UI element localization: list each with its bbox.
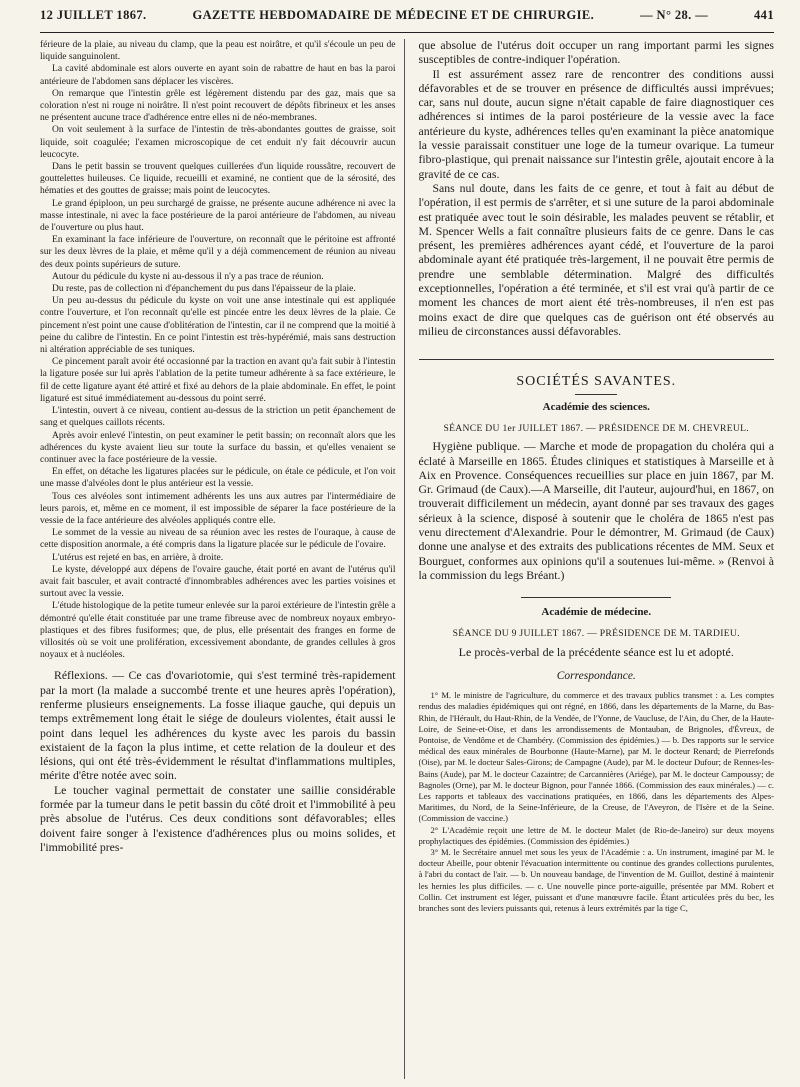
paragraph: La cavité abdominale est alors ouverte en ayant soin de rabattre de haut en bas la paroi antérieure de l'abdomen sans déplacer les viscères. bbox=[40, 63, 396, 87]
section-heading: SOCIÉTÉS SAVANTES. bbox=[516, 374, 677, 390]
paragraph: L'étude histologique de la petite tumeur enlevée sur la paroi extérieure de l'intestin grêle a démontré qu'elle était constituée par une trame fibreuse avec de nombreux noyaux embryo-plastiques et des fibres fusiformes; que, de plus, elle présentait des franges en forme de villosités où se voit une prolifération, excessivement abondante, de grandes cellules à gros noyaux et à nucléoles. bbox=[40, 600, 396, 661]
academy-divider bbox=[521, 597, 671, 598]
correspondence-item: 3° M. le Secrétaire annuel met sous les yeux de l'Académie : a. Un instrument, imaginé par M. le docteur Abeille, pour obtenir l'évacuation intermittente ou continue des grandes collections purulentes, à l'abri du contact de l'air. — b. Un nouveau bandage, de l'invention de M. Guillot, destiné à maintenir les hernies les plus difficiles. — c. Une nouvelle pince porte-aiguille, présentée par MM. Robert et Collin. Cet instrument est léger, puissant et d'une manœuvre facile. Étant articulées près du bec, les branches sont des leviers puissants qui, retenus à leurs extrémités par la tige C, bbox=[418, 847, 774, 914]
left-column bbox=[40, 39, 405, 1079]
session-line: SÉANCE DU 9 JUILLET 1867. — PRÉSIDENCE DE M. TARDIEU. bbox=[452, 628, 740, 640]
header-issue-number: — N° 28. — bbox=[640, 8, 709, 22]
paragraph: Ce pincement paraît avoir été occasionné par la traction en avant qu'a fait subir à l'intestin la ligature posée sur lui après l'ablation de la petite tumeur adhérente à sa face extérieure, le fil de cette ligature ayant été attiré et fixé au dehors de la plaie abdominale. En effet, le point ligaturé est situé immédiatement au-dessous du point serré. bbox=[40, 356, 396, 404]
session-line: SÉANCE DU 1er JUILLET 1867. — PRÉSIDENCE DE M. CHEVREUL. bbox=[443, 423, 749, 435]
section-divider bbox=[419, 359, 775, 360]
header-date: 12 JUILLET 1867. bbox=[40, 8, 147, 22]
paragraph: Sans nul doute, dans les faits de ce genre, et tout à fait au début de l'opération, il est permis de s'arrêter, et si une suture de la paroi abdominale est pratiquée avec tout le soin désirable, les malades peuvent se rétablir, et M. Spencer Wells a fait connaître plusieurs faits de ce genre. Dans le cas présent, les premières adhérences ayant cédé, et l'ouverture de la paroi abdominale ayant été pratiquée très-largement, il ne pouvait être permis de prendre une semblable détermination. Malgré des difficultés exceptionnelles, l'opération a été terminée, et s'il est vrai qu'à partir de ce moment les chances de mort aient été très-nombreuses, il n'en est pas moins exact de dire que quelques cas de guérison ont été observés au milieu de circonstances aussi défavorables. bbox=[418, 181, 774, 338]
correspondance-heading: Correspondance. bbox=[556, 670, 636, 683]
heading-rule bbox=[575, 394, 617, 395]
correspondence-item: 2° L'Académie reçoit une lettre de M. le docteur Malet (de Rio-de-Janeiro) sur deux moyens prophylactiques des épidémies. (Commission des épidémies.) bbox=[418, 824, 774, 846]
paragraph: L'intestin, ouvert à ce niveau, contient au-dessus de la striction un petit épanchement de sang et quelques caillots récents. bbox=[40, 405, 396, 429]
right-column bbox=[419, 39, 775, 1079]
paragraph: Le grand épiploon, un peu surchargé de graisse, ne présente aucune adhérence ni avec la masse intestinale, ni avec la face postérieure de la paroi antérieure de l'abdomen, au niveau de l'ouverture ou plus haut. bbox=[40, 197, 396, 234]
paragraph: On remarque que l'intestin grêle est légèrement distendu par des gaz, mais que sa coloration n'est ni rouge ni noirâtre. Il n'est point recouvert de dépôts fibrineux et les anses ne présentent aucune trace d'adhérence entre elles ni de néo-membranes. bbox=[40, 87, 396, 124]
paragraph: En effet, on détache les ligatures placées sur le pédicule, on étale ce pédicule, et l'on voit une masse d'alvéoles dont le plus antérieur est la vessie. bbox=[40, 466, 396, 490]
correspondence-item: 1° M. le ministre de l'agriculture, du commerce et des travaux publics transmet : a. Les comptes rendus des maladies épidémiques qui ont régné, en 1866, dans les départements de la Marne, du Bas-Rhin, de l'Hérault, du Haut-Rhin, de la Vendée, de l'Yonne, de Vaucluse, de l'Ain, du Cher, de la Haute-Loire, de Seine-et-Oise, et dans les arrondissements de Montauban, de Brignoles, d'Évreux, de Pontoise, de Vendôme et de Chambéry. (Commission des épidémies.) — b. Des rapports sur le service médical des eaux minérales de Bourbonne (Haute-Marne), par M. le docteur Renard; de Pierrefonds (Oise), par M. le docteur Sales-Girons; de Campagne (Aude), par M. le docteur Dufour; de Rennes-les-Bains (Aude), par M. le docteur Cazaintre; de Carcannières (Ariége), par M. le docteur Campoussy; de Bagnoles (Orne), par M. le docteur Bignon, pour l'année 1866. (Commission des eaux minérales.) — c. Les rapports et tableaux des vaccinations pratiquées, en 1866, dans les départements des Alpes-Maritimes, du Nord, de la Seine-Inférieure, de la Creuse, de l'Aveyron, de l'Isère et de la Seine. (Commission de vaccine.) bbox=[418, 690, 774, 824]
paragraph: Dans le petit bassin se trouvent quelques cuillerées d'un liquide roussâtre, recouvert de gouttelettes huileuses. Ce liquide, recueilli et examiné, ne contient que de la sérosité, des hématies et des gouttes de graisse; mais point de leucocytes. bbox=[40, 161, 396, 197]
hygiene-paragraph: Hygiène publique. — Marche et mode de propagation du choléra qui a éclaté à Marseille en 1865. Études cliniques et statistiques à Marseille et à Aix en Provence. Conséquences recueillies sur place en juin 1867, par M. Gr. Grimaud (de Caux).—A Marseille, dit l'auteur, aujourd'hui, en 1867, on trouverait difficilement un médecin, ayant donné par ses travaux des gages sérieux à la science, disposé à soutenir que le choléra de 1865 n'est pas venu directement d'Alexandrie. Pour le démontrer, M. Grimaud (de Caux) donne une analyse et des extraits des publications récentes de MM. Seux et Bourguet, conformes aux opinions qu'il a soutenues lui-même. » (Renvoi à la commission du legs Bréant.) bbox=[418, 440, 774, 582]
paragraph: Autour du pédicule du kyste ni au-dessous il n'y a pas trace de réunion. bbox=[52, 270, 324, 282]
paragraph: Il est assurément assez rare de rencontrer des conditions aussi défavorables et de se trouver en présence de difficultés aussi imprévues; car, sans nul doute, aucun signe n'était capable de faire diagnostiquer ces adhérences si intimes de la paroi postérieure de la vessie avec la face antérieure du kyste, adhérences telles qu'en examinant la pièce anatomique la vessie paraissait constituer une loge de la tumeur ovarique. La tumeur fibro-plastique, qui prenait naissance sur l'intestin grêle, ajoutait encore à la gravité de ce cas. bbox=[418, 67, 774, 181]
paragraph: Tous ces alvéoles sont intimement adhérents les uns aux autres par l'intermédiaire de leurs parois, et, même en ce moment, il est impossible de séparer la face postérieure de la vessie de la face antérieure des alvéoles appliqués contre elle. bbox=[40, 490, 396, 526]
page-header bbox=[40, 0, 774, 33]
academy-heading: Académie des sciences. bbox=[542, 401, 650, 414]
paragraph: Un peu au-dessus du pédicule du kyste on voit une anse intestinale qui est appliquée contre l'ouverture, et l'on reconnaît qu'elle est pincée entre les deux lèvres de la plaie. Ce pincement n'est point une cause d'oblitération de l'intestin, car il ne comprend que la moitié à peine du calibre de l'intestin. En ce point l'intestin est très-hypérémié, mais sans destruction ni altération appréciable de ses tuniques. bbox=[40, 295, 396, 356]
reflections-paragraph: Le toucher vaginal permettait de constater une saillie considérable formée par la tumeur dans le petit bassin du côté droit et l'immobilité à peu près absolue de l'utérus. Ces deux conditions sont défavorables; elles doivent faire songer à l'existence d'adhérences plus ou moins solides, et l'immobilité pres- bbox=[40, 783, 396, 854]
header-title: GAZETTE HEBDOMADAIRE DE MÉDECINE ET DE CHIRURGIE. bbox=[192, 8, 595, 22]
columns bbox=[40, 39, 774, 1079]
paragraph: Le kyste, développé aux dépens de l'ovaire gauche, était porté en avant de l'utérus qu'il avait fait basculer, et avait contracté d'innombrables adhérences avec les parties voisines et surtout avec la vessie. bbox=[40, 563, 396, 600]
paragraph: On voit seulement à la surface de l'intestin de très-abondantes gouttes de graisse, soit liquide, soit coagulée; l'examen microscopique de cet enduit n'y fait découvrir aucun leucocyte. bbox=[40, 124, 396, 160]
paragraph: Du reste, pas de collection ni d'épanchement du pus dans l'épaisseur de la plaie. bbox=[52, 283, 356, 295]
reflections-paragraph: Réflexions. — Ce cas d'ovariotomie, qui s'est terminé très-rapidement par la mort (la malade a succombé trente et une heures après l'opération), renferme plusieurs enseignements. La fosse iliaque gauche, qui depuis un temps extrêmement long était le siége de douleurs violentes, était aussi le point dans lequel les adhérences du kyste avec les parois du bassin existaient de la façon la plus intime, et cette relation de la douleur et des lésions, qui ont été très-évidemment le résultat d'inflammations multiples, mérite d'être notée avec soin. bbox=[40, 669, 396, 783]
academy-heading: Académie de médecine. bbox=[541, 606, 652, 619]
header-page-number: 441 bbox=[754, 8, 774, 22]
paragraph: Le sommet de la vessie au niveau de sa réunion avec les restes de l'ouraque, à cause de cette disposition anormale, a été compris dans la ligature placée sur le pédicule de l'ovaire. bbox=[40, 527, 396, 551]
paragraph: L'utérus est rejeté en bas, en arrière, à droite. bbox=[52, 551, 224, 563]
paragraph: En examinant la face inférieure de l'ouverture, on reconnaît que le péritoine est affronté sur les deux lèvres de la plaie, et même qu'il y a déjà commencement de réunion au niveau des deux points supérieurs de suture. bbox=[40, 234, 396, 270]
paragraph: Après avoir enlevé l'intestin, on peut examiner le petit bassin; on reconnaît alors que les adhérences du kyste avaient lieu sur toute la surface du bassin, et qu'elles venaient se continuer avec la face postérieure de la vessie. bbox=[40, 429, 396, 465]
paragraph: férieure de la plaie, au niveau du clamp, que la peau est noirâtre, et qu'il s'écoule un peu de liquide sanguinolent. bbox=[40, 39, 396, 63]
paragraph: que absolue de l'utérus doit occuper un rang important parmi les signes susceptibles de contre-indiquer l'opération. bbox=[418, 39, 774, 67]
proces-verbal-line: Le procès-verbal de la précédente séance est lu et adopté. bbox=[458, 645, 734, 660]
